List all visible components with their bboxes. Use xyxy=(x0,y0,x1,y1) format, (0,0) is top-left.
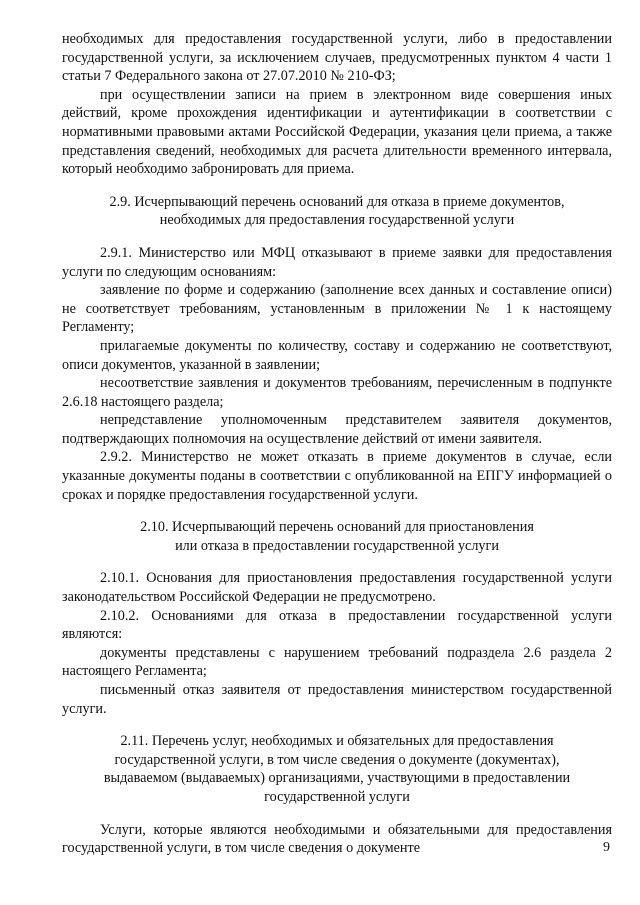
paragraph: документы представлены с нарушением требований подраздела 2.6 раздела 2 настоящего Регламента; xyxy=(62,644,612,680)
paragraph: письменный отказ заявителя от предоставления министерством государственной услуги. xyxy=(62,682,612,717)
section-heading xyxy=(62,193,612,230)
heading-line: 2.10. Исчерпывающий перечень оснований для приостановления xyxy=(140,519,534,536)
heading-line: 2.11. Перечень услуг, необходимых и обязательных для предоставления xyxy=(120,733,554,750)
section-gap xyxy=(62,504,612,518)
paragraph: Услуги, которые являются необходимыми и обязательными для предоставления государственной услуги, в том числе сведения о документе xyxy=(62,821,612,857)
section-gap xyxy=(62,555,612,569)
paragraph: необходимых для предоставления государственной услуги, либо в предоставлении государственной услуги, за исключением случаев, предусмотренных пунктом 4 части 1 статьи 7 Федерального закона от 27.07.2010 № 210-ФЗ; xyxy=(62,31,612,85)
section-gap xyxy=(62,230,612,244)
section-heading xyxy=(62,518,612,555)
paragraph: непредставление уполномоченным представителем заявителя документов, подтверждающих полномочия на осуществление действий от имени заявителя. xyxy=(62,412,612,447)
heading-line: государственной услуги, в том числе сведения о документе (документах), xyxy=(114,751,560,768)
paragraph: 2.9.1. Министерство или МФЦ отказывают в приеме заявки для предоставления услуги по следующим основаниям: xyxy=(62,244,612,280)
heading-line: выдаваемом (выдаваемых) организациями, участвующими в предоставлении xyxy=(103,770,571,787)
document-body xyxy=(62,30,612,858)
page-number: 9 xyxy=(603,840,610,855)
paragraph: 2.10.2. Основаниями для отказа в предоставлении государственной услуги являются: xyxy=(62,607,612,643)
paragraph: при осуществлении записи на прием в электронном виде совершения иных действий, кроме прохождения идентификации и аутентификации в соответствии с нормативными правовыми актами Российской Федерации, указания цели приема, а также представления сведений, необходимых для расчета длительности временного интервала, который необходимо забронировать для приема. xyxy=(62,86,612,178)
section-heading xyxy=(62,732,612,806)
heading-line: или отказа в предоставлении государственной услуги xyxy=(175,537,499,554)
heading-line: 2.9. Исчерпывающий перечень оснований для отказа в приеме документов, xyxy=(109,193,565,210)
paragraph: 2.10.1. Основания для приостановления предоставления государственной услуги законодательством Российской Федерации не предусмотрено. xyxy=(62,570,612,606)
paragraph: 2.9.2. Министерство не может отказать в приеме документов в случае, если указанные документы поданы в соответствии с опубликованной на ЕПГУ информацией о сроках и порядке предоставления государственной услуги. xyxy=(62,449,612,503)
document-page xyxy=(62,30,612,858)
section-gap xyxy=(62,807,612,821)
section-gap xyxy=(62,718,612,732)
paragraph: несоответствие заявления и документов требованиям, перечисленным в подпункте 2.6.18 настоящего раздела; xyxy=(62,375,612,410)
heading-line: государственной услуги xyxy=(264,788,410,805)
paragraph: заявление по форме и содержанию (заполнение всех данных и составление описи) не соответствует требованиям, установленным в приложении № 1 к настоящему Регламенту; xyxy=(62,282,612,336)
heading-line: необходимых для предоставления государственной услуги xyxy=(159,212,515,229)
section-gap xyxy=(62,179,612,193)
paragraph: прилагаемые документы по количеству, составу и содержанию не соответствуют, описи документов, указанной в заявлении; xyxy=(62,337,612,373)
